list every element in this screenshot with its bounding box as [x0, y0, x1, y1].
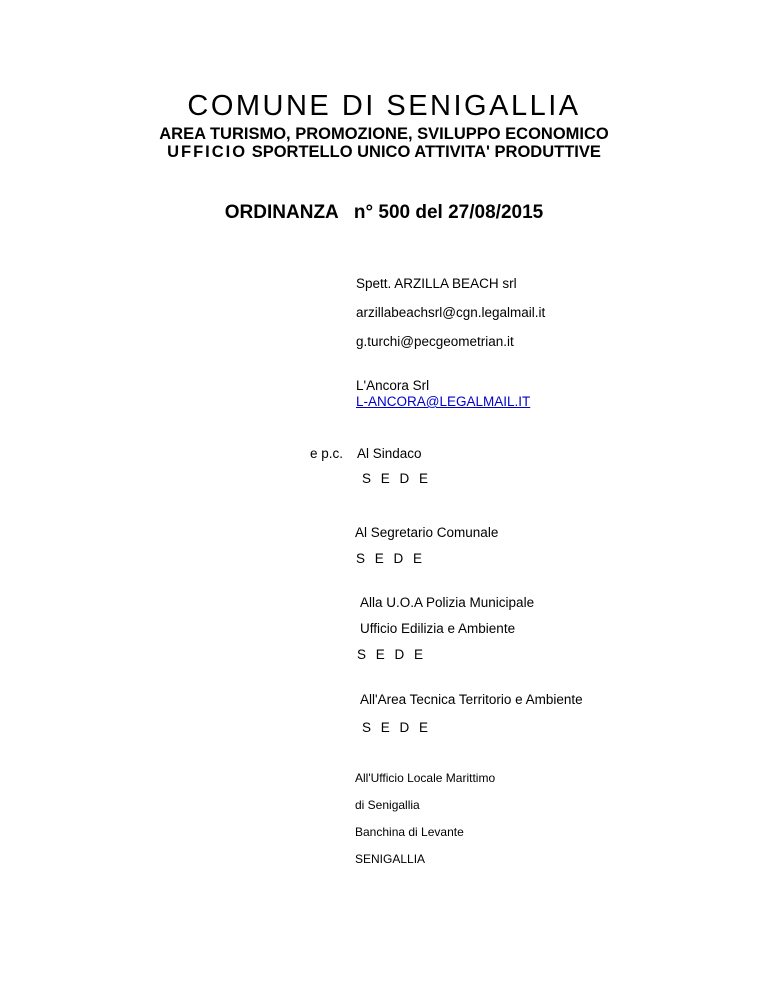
ordinanza-heading — [0, 202, 768, 224]
cc-label: e p.c. — [310, 446, 344, 461]
cc-marittimo-line-4: SENIGALLIA — [355, 852, 426, 866]
secondary-recipient-email-link[interactable]: L-ANCORA@LEGALMAIL.IT — [356, 394, 531, 409]
ufficio-label: UFFICIO — [167, 143, 248, 161]
cc-segretario-sede: S E D E — [356, 551, 426, 566]
cc-edilizia: Ufficio Edilizia e Ambiente — [360, 621, 516, 636]
area-subtitle: AREA TURISMO, PROMOZIONE, SVILUPPO ECONOMICO — [159, 125, 609, 143]
cc-area-tecnica: All'Area Tecnica Territorio e Ambiente — [360, 692, 583, 707]
cc-marittimo-line-2: di Senigallia — [355, 798, 420, 812]
recipient-name: Spett. ARZILLA BEACH srl — [356, 276, 517, 291]
ordinanza-number-date: n° 500 del 27/08/2015 — [353, 202, 544, 223]
cc-segretario: Al Segretario Comunale — [355, 525, 499, 540]
secondary-recipient-name: L'Ancora Srl — [356, 378, 430, 393]
cc-polizia: Alla U.O.A Polizia Municipale — [360, 595, 535, 610]
cc-marittimo-line-1: All'Ufficio Locale Marittimo — [355, 771, 496, 785]
cc-sindaco: Al Sindaco — [357, 446, 422, 461]
ufficio-name: SPORTELLO UNICO ATTIVITA' PRODUTTIVE — [251, 143, 601, 161]
cc-sindaco-sede: S E D E — [362, 471, 432, 486]
ordinanza-label: ORDINANZA — [224, 202, 339, 223]
cc-polizia-sede: S E D E — [357, 647, 427, 662]
cc-area-tecnica-sede: S E D E — [362, 720, 432, 735]
ufficio-subtitle — [0, 143, 768, 162]
recipient-email: arzillabeachsrl@cgn.legalmail.it — [356, 305, 546, 320]
recipient-email-2: g.turchi@pecgeometrian.it — [356, 334, 514, 349]
comune-title: COMUNE DI SENIGALLIA — [187, 90, 581, 122]
cc-marittimo-line-3: Banchina di Levante — [355, 825, 464, 839]
